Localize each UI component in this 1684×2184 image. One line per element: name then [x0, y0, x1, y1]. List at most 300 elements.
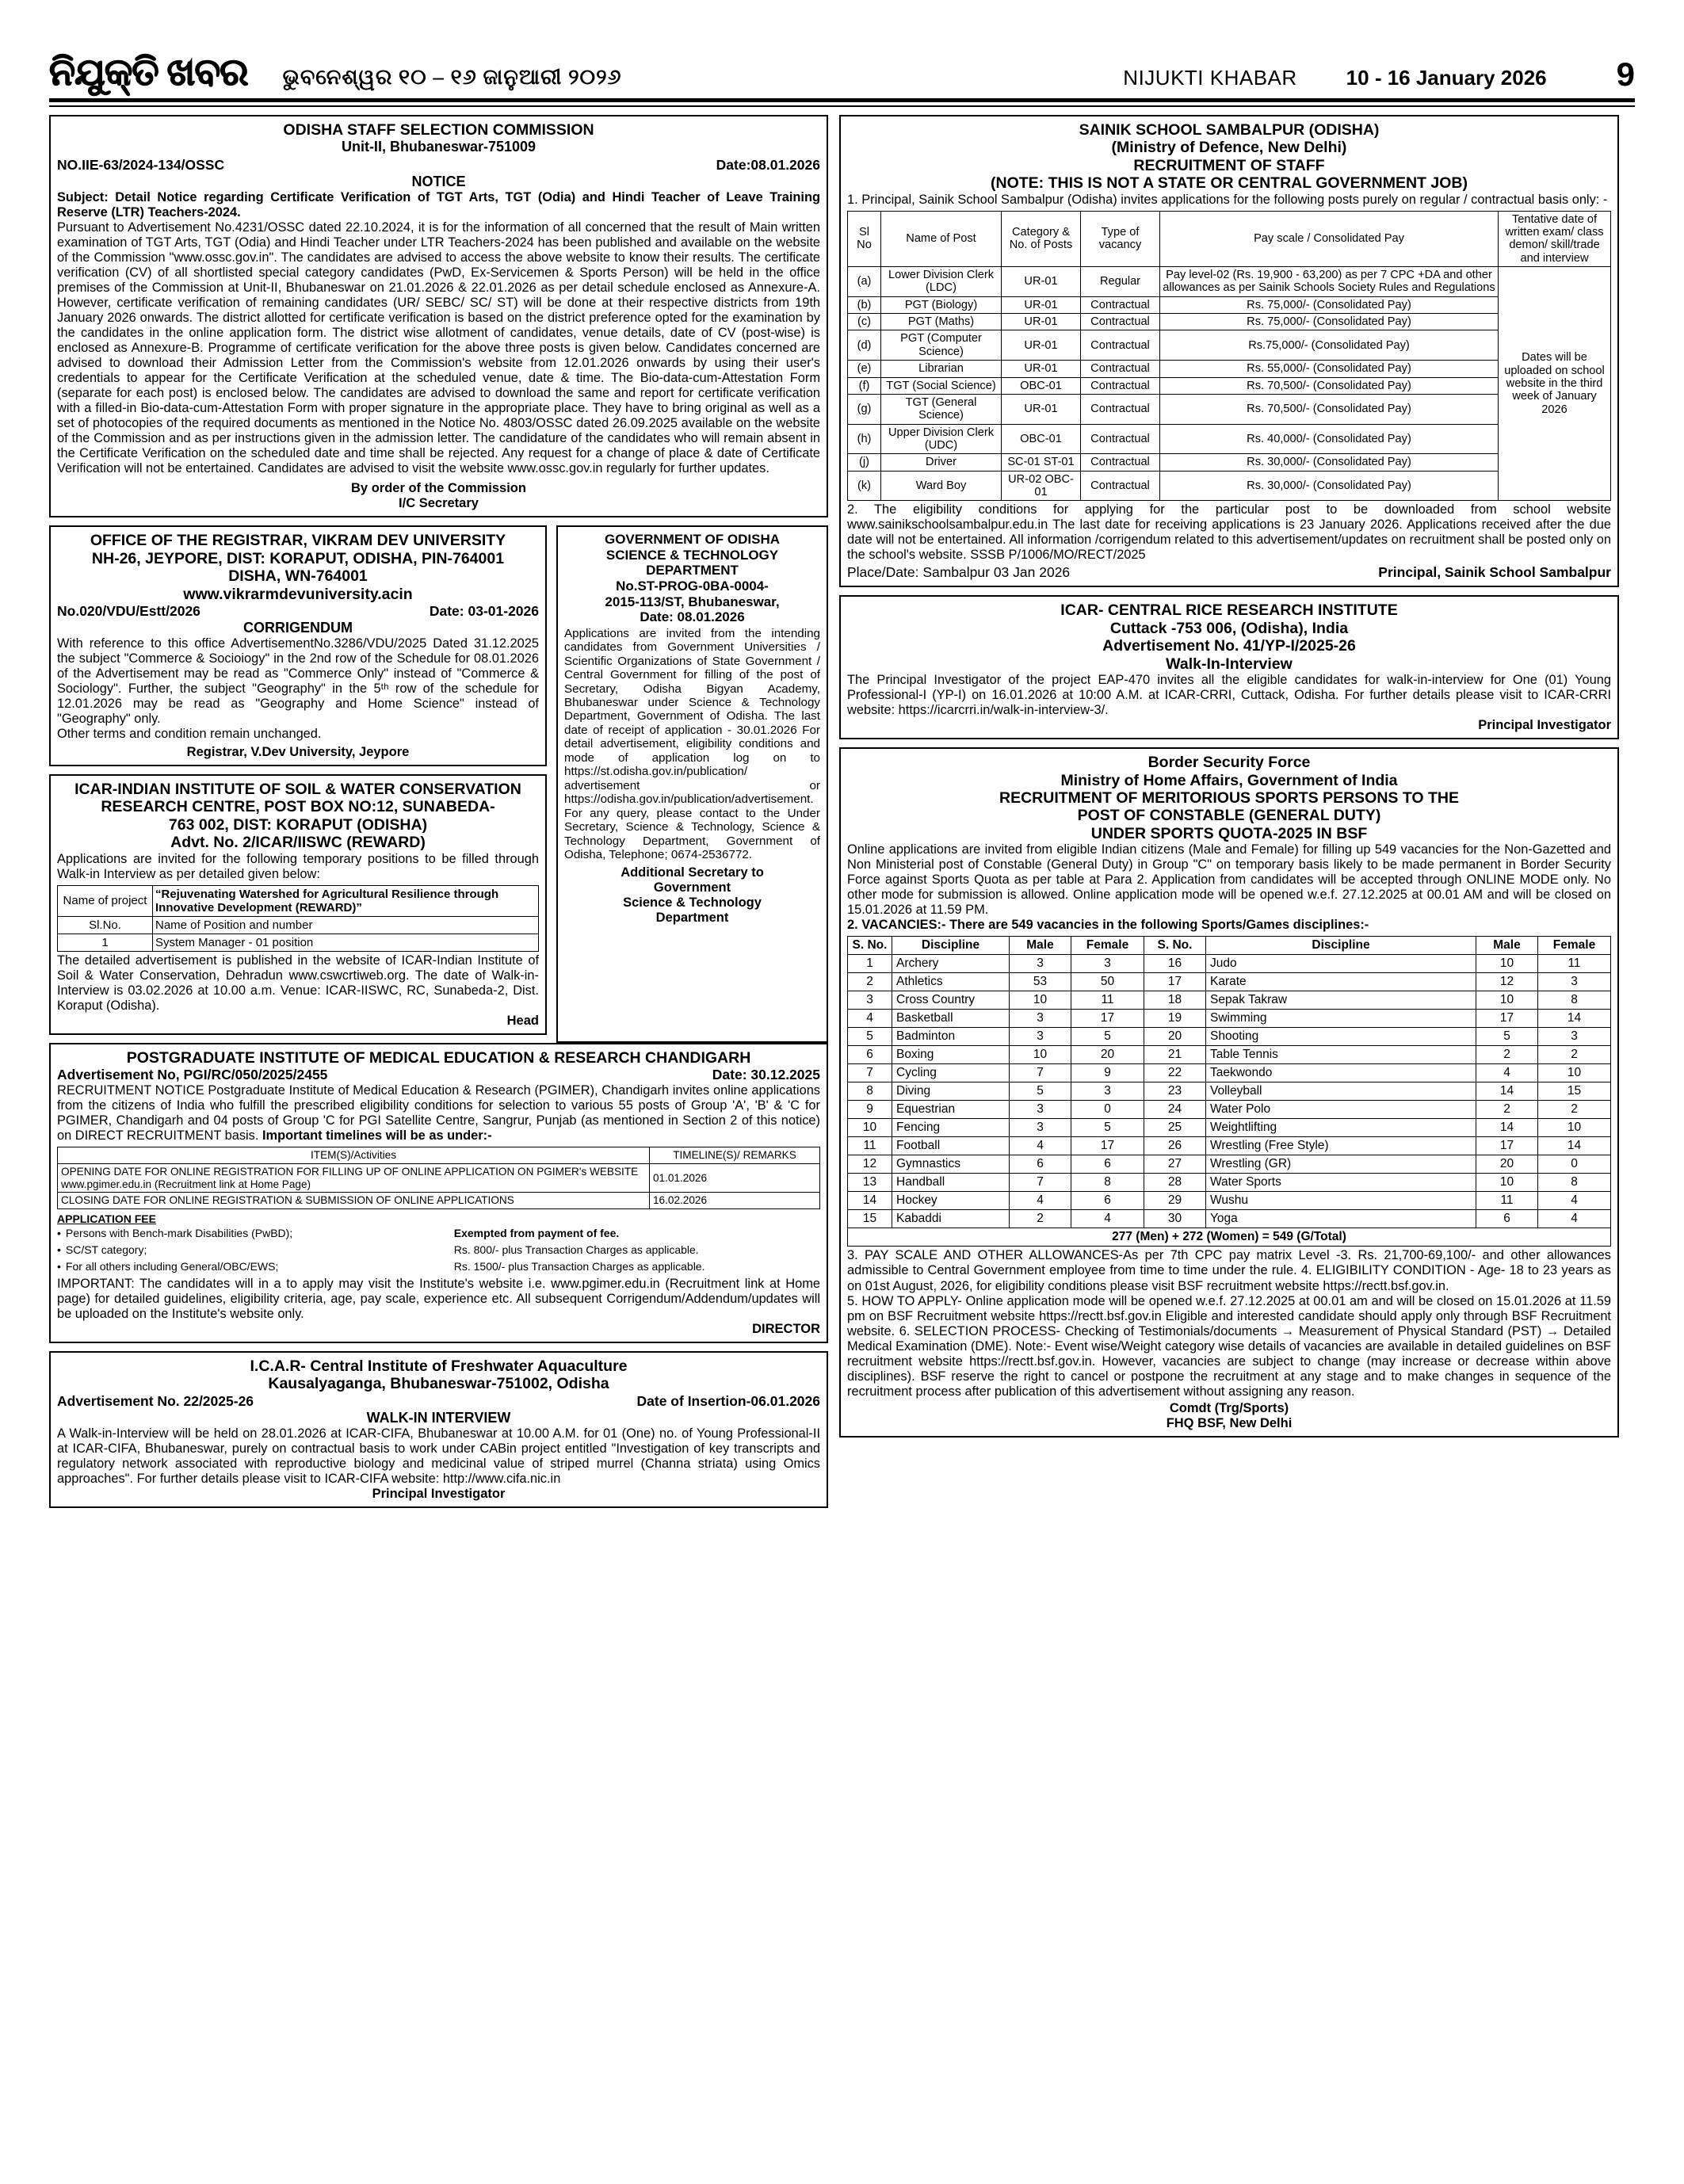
bsf-r3-c8: 8	[1538, 991, 1611, 1010]
bsf-r13-c3: 7	[1010, 1174, 1071, 1192]
ad-icar-cifa	[49, 1351, 828, 1508]
right-column	[839, 115, 1619, 1445]
crri-heading: Walk-In-Interview	[1166, 655, 1293, 673]
sainik-row-c-slno: (c)	[848, 314, 881, 330]
bsf-r1-c4: 3	[1071, 955, 1144, 973]
cifa-line1: I.C.A.R- Central Institute of Freshwater Aquaculture	[250, 1357, 628, 1375]
bsf-r12-c8: 0	[1538, 1155, 1611, 1174]
list-item: • Persons with Bench-mark Disabilities (PwBD); Exempted from payment of fee.	[57, 1225, 820, 1242]
sainik-row-a-cat: UR-01	[1002, 267, 1081, 297]
sainik-th-tentative: Tentative date of written exam/ class demon/ skill/trade and interview	[1499, 211, 1611, 266]
left-column	[49, 115, 828, 1516]
bsf-r6-c8: 2	[1538, 1046, 1611, 1064]
pgimer-fee2-value: Rs. 800/- plus Transaction Charges as applicable.	[453, 1243, 699, 1256]
bsf-r4-c5: 19	[1144, 1010, 1206, 1028]
ad-science-technology	[556, 525, 828, 1042]
scitech-ref-no2: 2015-113/ST, Bhubaneswar,	[605, 594, 780, 609]
sainik-row-b-post: PGT (Biology)	[881, 296, 1002, 313]
scitech-ref-no: No.ST-PROG-0BA-0004-	[616, 578, 769, 594]
bsf-r11-c4: 17	[1071, 1137, 1144, 1155]
sainik-row-f-type: Contractual	[1081, 377, 1160, 394]
bsf-r4-c4: 17	[1071, 1010, 1144, 1028]
bsf-sign1: Comdt (Trg/Sports)	[1169, 1400, 1289, 1415]
bsf-r8-c3: 5	[1010, 1082, 1071, 1101]
ossc-date: Date:08.01.2026	[716, 157, 820, 174]
bsf-r14-c3: 4	[1010, 1192, 1071, 1210]
bsf-r7-c6: Taekwondo	[1206, 1064, 1476, 1082]
table-header-row	[848, 937, 1611, 955]
sainik-row-g-pay: Rs. 70,500/- (Consolidated Pay)	[1160, 394, 1499, 424]
bsf-r7-c2: Cycling	[892, 1064, 1010, 1082]
bsf-total: 277 (Men) + 272 (Women) = 549 (G/Total)	[848, 1228, 1611, 1247]
bsf-r10-c5: 25	[1144, 1119, 1206, 1137]
bsf-r6-c7: 2	[1476, 1046, 1538, 1064]
sainik-row-c-post: PGT (Maths)	[881, 314, 1002, 330]
table-row	[848, 424, 1611, 454]
bsf-r9-c7: 2	[1476, 1101, 1538, 1119]
bsf-r3-c7: 10	[1476, 991, 1538, 1010]
bsf-line5: UNDER SPORTS QUOTA-2025 IN BSF	[1090, 824, 1368, 842]
bsf-r9-c2: Equestrian	[892, 1101, 1010, 1119]
table-header-row	[848, 211, 1611, 266]
list-item: • SC/ST category; Rs. 800/- plus Transaction Charges as applicable.	[57, 1242, 820, 1258]
bsf-r15-c7: 6	[1476, 1210, 1538, 1228]
pgimer-fee3-label: For all others including General/OBC/EWS;	[65, 1259, 279, 1273]
table-row	[848, 1082, 1611, 1101]
table-total-row	[848, 1228, 1611, 1247]
pgimer-th-items: ITEM(S)/Activities	[58, 1147, 650, 1164]
bsf-r9-c3: 3	[1010, 1101, 1071, 1119]
bsf-r14-c8: 4	[1538, 1192, 1611, 1210]
sainik-place-date: Place/Date: Sambalpur 03 Jan 2026	[847, 564, 1071, 581]
bsf-r2-c5: 17	[1144, 973, 1206, 991]
bsf-r12-c7: 20	[1476, 1155, 1538, 1174]
scitech-line1: GOVERNMENT OF ODISHA	[604, 532, 780, 548]
sainik-line3: RECRUITMENT OF STAFF	[1133, 156, 1325, 174]
bsf-r3-c4: 11	[1071, 991, 1144, 1010]
pgimer-fee1-value: Exempted from payment of fee.	[453, 1226, 620, 1239]
masthead-paper-name: NIJUKTI KHABAR	[1123, 66, 1297, 90]
bsf-r13-c2: Handball	[892, 1174, 1010, 1192]
vdu-date: Date: 03-01-2026	[429, 603, 539, 620]
sainik-line1: SAINIK SCHOOL SAMBALPUR (ODISHA)	[1079, 121, 1380, 139]
table-row	[58, 885, 539, 916]
sainik-row-b-cat: UR-01	[1002, 296, 1081, 313]
pgimer-title: POSTGRADUATE INSTITUTE OF MEDICAL EDUCATION & RESEARCH CHANDIGARH	[126, 1048, 751, 1067]
bsf-r6-c1: 6	[848, 1046, 892, 1064]
bsf-r1-c7: 10	[1476, 955, 1538, 973]
bsf-th-discipline-1: Discipline	[892, 937, 1010, 955]
sainik-row-a-pay: Pay level-02 (Rs. 19,900 - 63,200) as per 7 CPC +DA and other allowances as per Sainik Schools Society Rules and Regulations	[1160, 267, 1499, 297]
sainik-row-k-slno: (k)	[848, 471, 881, 501]
sainik-row-f-cat: OBC-01	[1002, 377, 1081, 394]
bsf-r2-c6: Karate	[1206, 973, 1476, 991]
bsf-r14-c6: Wushu	[1206, 1192, 1476, 1210]
bsf-r9-c5: 24	[1144, 1101, 1206, 1119]
table-row	[848, 267, 1611, 297]
bsf-r4-c7: 17	[1476, 1010, 1538, 1028]
bsf-r5-c4: 5	[1071, 1028, 1144, 1046]
sainik-row-b-pay: Rs. 75,000/- (Consolidated Pay)	[1160, 296, 1499, 313]
table-row	[848, 955, 1611, 973]
bsf-r10-c2: Fencing	[892, 1119, 1010, 1137]
ossc-title: ODISHA STAFF SELECTION COMMISSION	[283, 121, 594, 139]
bsf-r13-c7: 10	[1476, 1174, 1538, 1192]
bsf-r1-c1: 1	[848, 955, 892, 973]
ad-ossc	[49, 115, 828, 517]
pgimer-fee-list	[57, 1225, 820, 1275]
bsf-r8-c5: 23	[1144, 1082, 1206, 1101]
bsf-r4-c1: 4	[848, 1010, 892, 1028]
bsf-r2-c4: 50	[1071, 973, 1144, 991]
bsf-r12-c4: 6	[1071, 1155, 1144, 1174]
table-row	[848, 1155, 1611, 1174]
sainik-th-category: Category & No. of Posts	[1002, 211, 1081, 266]
bsf-r3-c3: 10	[1010, 991, 1071, 1010]
bsf-r1-c6: Judo	[1206, 955, 1476, 973]
bsf-line1: Border Security Force	[1147, 754, 1311, 772]
iiswc-position-header: Name of Position and number	[153, 916, 539, 934]
masthead-date-range: 10 - 16 January 2026	[1346, 66, 1547, 90]
pgimer-row1-item: OPENING DATE FOR ONLINE REGISTRATION FOR FILLING UP OF ONLINE APPLICATION ON PGIMER's WEBSITE www.pgimer.edu.in (Recruitment link at Home Page)	[58, 1164, 650, 1193]
bsf-th-female-1: Female	[1071, 937, 1144, 955]
sainik-row-d-cat: UR-01	[1002, 330, 1081, 361]
bsf-r15-c8: 4	[1538, 1210, 1611, 1228]
ad-vikram-dev-university	[49, 525, 547, 766]
bsf-r14-c2: Hockey	[892, 1192, 1010, 1210]
pgimer-timeline-table	[57, 1147, 820, 1209]
cifa-body: A Walk-in-Interview will be held on 28.01.2026 at ICAR-CIFA, Bhubaneswar at 10.00 A.M. for 01 (One) no. of Young Professional-II at ICAR-CIFA, Bhubaneswar, purely on contractual basis to work under CABin project entitled "Investigation of key transcripts and regulatory network associated with reproductive biology and medicinal value of striped murrel (Channa striata) using Omics approaches". For further details please visit to ICAR-CIFA website: http://www.cifa.nic.in	[57, 1426, 820, 1486]
table-row	[848, 1192, 1611, 1210]
sainik-row-f-post: TGT (Social Science)	[881, 377, 1002, 394]
ossc-subject: Subject: Detail Notice regarding Certificate Verification of TGT Arts, TGT (Odia) and Hindi Teacher of Leave Training Reserve (LTR) Teachers-2024.	[57, 189, 820, 220]
iiswc-position-1: System Manager - 01 position	[153, 934, 539, 951]
page-number: 9	[1616, 55, 1635, 93]
bsf-r11-c1: 11	[848, 1137, 892, 1155]
sainik-th-post: Name of Post	[881, 211, 1002, 266]
sainik-row-h-cat: OBC-01	[1002, 424, 1081, 454]
bsf-r12-c2: Gymnastics	[892, 1155, 1010, 1174]
bsf-r15-c3: 2	[1010, 1210, 1071, 1228]
bsf-para3: 3. PAY SCALE AND OTHER ALLOWANCES-As per 7th CPC pay matrix Level -3. Rs. 21,700-69,100/- and other allowances admissible to Central Government employee from time to time under the rule. 4. ELIGIBILITY CONDITION - Age- 18 to 23 years as on 01st August, 2026, for eligibility conditions please visit BSF recruitment website https://rectt.bsf.gov.in.	[847, 1248, 1611, 1293]
bsf-r6-c2: Boxing	[892, 1046, 1010, 1064]
bsf-r4-c6: Swimming	[1206, 1010, 1476, 1028]
bsf-r13-c4: 8	[1071, 1174, 1144, 1192]
bsf-r5-c6: Shooting	[1206, 1028, 1476, 1046]
sainik-row-f-slno: (f)	[848, 377, 881, 394]
bsf-r14-c1: 14	[848, 1192, 892, 1210]
bsf-r5-c5: 20	[1144, 1028, 1206, 1046]
bsf-r8-c2: Diving	[892, 1082, 1010, 1101]
ad-sainik-school	[839, 115, 1619, 587]
bsf-sign2: FHQ BSF, New Delhi	[1166, 1415, 1293, 1430]
bsf-th-female-2: Female	[1538, 937, 1611, 955]
table-row	[848, 991, 1611, 1010]
sainik-row-b-slno: (b)	[848, 296, 881, 313]
sainik-row-k-pay: Rs. 30,000/- (Consolidated Pay)	[1160, 471, 1499, 501]
pgimer-fee2-label: SC/ST category;	[65, 1243, 147, 1256]
bsf-r12-c5: 27	[1144, 1155, 1206, 1174]
bsf-r8-c1: 8	[848, 1082, 892, 1101]
bsf-r11-c3: 4	[1010, 1137, 1071, 1155]
sainik-line2: (Ministry of Defence, New Delhi)	[1111, 139, 1347, 157]
table-row	[848, 296, 1611, 313]
bsf-r11-c2: Football	[892, 1137, 1010, 1155]
sainik-row-j-type: Contractual	[1081, 454, 1160, 471]
table-row	[848, 377, 1611, 394]
table-row	[848, 1119, 1611, 1137]
bsf-r5-c8: 3	[1538, 1028, 1611, 1046]
scitech-body: Applications are invited from the intending candidates from Government Universities / Scientific Organizations of State Government / Central Government for filling of the post of Secretary, Odisha Bigyan Academy, Bhubaneswar under Science & Technology Department, Government of Odisha. The last date of receipt of application - 30.01.2026 For detail advertisement, eligibility conditions and mode of application log on to https://st.odisha.gov.in/publication/ advertisement or https://odisha.gov.in/publication/advertisement. For any query, please contact to the Under Secretary, Science & Technology, Science & Technology Department, Government of Odisha, Telephone; 0674-2536772.	[564, 626, 820, 862]
vdu-line3: DISHA, WN-764001	[228, 567, 368, 586]
bsf-r6-c4: 20	[1071, 1046, 1144, 1064]
sainik-row-c-type: Contractual	[1081, 314, 1160, 330]
iiswc-project-label: Name of project	[58, 885, 153, 916]
sainik-footer: 2. The eligibility conditions for applying for the particular post to be downloaded from school website www.sainikschoolsambalpur.edu.in The last date for receiving applications is 23 January 2026. Applications received after the due date will not be entertained. All information /corrigendum related to this advertisement/updates on recruitment shall be posted only on the school's website. SSSB P/1006/MO/RECT/2025	[847, 502, 1611, 563]
crri-signature: Principal Investigator	[1478, 718, 1611, 733]
sainik-row-d-post: PGT (Computer Science)	[881, 330, 1002, 361]
bsf-th-male-1: Male	[1010, 937, 1071, 955]
crri-line1: ICAR- CENTRAL RICE RESEARCH INSTITUTE	[1060, 601, 1398, 620]
iiswc-project-value: “Rejuvenating Watershed for Agricultural Resilience through Innovative Development (REWARD)”	[153, 885, 539, 916]
iiswc-line2: RESEARCH CENTRE, POST BOX NO:12, SUNABEDA-	[101, 798, 495, 816]
table-row	[848, 1210, 1611, 1228]
list-item: • For all others including General/OBC/EWS; Rs. 1500/- plus Transaction Charges as applicable.	[57, 1258, 820, 1275]
table-row	[848, 454, 1611, 471]
bsf-r10-c3: 3	[1010, 1119, 1071, 1137]
sainik-row-c-cat: UR-01	[1002, 314, 1081, 330]
crri-line2: Cuttack -753 006, (Odisha), India	[1109, 619, 1349, 637]
bsf-r2-c7: 12	[1476, 973, 1538, 991]
vdu-body: With reference to this office AdvertisementNo.3286/VDU/2025 Dated 31.12.2025 the subject "Commerce & Socioiogy" in the 2nd row of the Schedule for 08.01.2026 of the Advertisement may be read as "Commerce Only" instead of "Commerce & Sociology". Further, the subject "Geography" in the 5ᵗʰ row of the schedule for 12.01.2026 may be read as "Geography and Home Science" instead of "Geography" only.	[57, 636, 539, 726]
pgimer-row2-item: CLOSING DATE FOR ONLINE REGISTRATION & SUBMISSION OF ONLINE APPLICATIONS	[58, 1193, 650, 1209]
iiswc-slno-label: Sl.No.	[58, 916, 153, 934]
sainik-row-h-type: Contractual	[1081, 424, 1160, 454]
bsf-r14-c5: 29	[1144, 1192, 1206, 1210]
iiswc-line1: ICAR-INDIAN INSTITUTE OF SOIL & WATER CONSERVATION	[74, 780, 521, 798]
bsf-vacancies-line: 2. VACANCIES:- There are 549 vacancies in the following Sports/Games disciplines:-	[847, 918, 1369, 933]
bsf-r9-c8: 2	[1538, 1101, 1611, 1119]
iiswc-slno-1: 1	[58, 934, 153, 951]
sainik-row-e-type: Contractual	[1081, 361, 1160, 377]
vdu-line1: OFFICE OF THE REGISTRAR, VIKRAM DEV UNIVERSITY	[90, 532, 506, 550]
sainik-signature: Principal, Sainik School Sambalpur	[1378, 564, 1611, 581]
sainik-posts-table	[847, 211, 1611, 502]
bsf-r15-c4: 4	[1071, 1210, 1144, 1228]
cifa-signature: Principal Investigator	[372, 1486, 506, 1501]
table-row	[848, 471, 1611, 501]
pgimer-date: Date: 30.12.2025	[712, 1067, 820, 1083]
iiswc-positions-table	[57, 885, 539, 952]
sainik-th-pay: Pay scale / Consolidated Pay	[1160, 211, 1499, 266]
table-row	[58, 1164, 820, 1193]
crri-body: The Principal Investigator of the project EAP-470 invites all the eligible candidates for walk-in-interview for One (01) Young Professional-I (YP-I) on 16.01.2026 at 10:00 A.M. at ICAR-CRRI, Cuttack, Odisha. For further details please visit to ICAR-CRRI website: https://icarcrri.in/walk-in-interview-3/.	[847, 673, 1611, 718]
bsf-r4-c8: 14	[1538, 1010, 1611, 1028]
iiswc-signature: Head	[506, 1013, 539, 1028]
masthead	[49, 0, 1635, 94]
pgimer-important: IMPORTANT: The candidates will in a to apply may visit the Institute's website i.e. www.pgimer.edu.in (Recruitment link at Home page) for detailed guidelines, eligibility criteria, age, pay scale, experience etc. All subsequent Corrigendum/Addendum/updates will be uploaded on the Institute's website only.	[57, 1276, 820, 1321]
vdu-line2: NH-26, JEYPORE, DIST: KORAPUT, ODISHA, PIN-764001	[91, 549, 505, 567]
table-row	[848, 973, 1611, 991]
bsf-line3: RECRUITMENT OF MERITORIOUS SPORTS PERSONS TO THE	[999, 789, 1459, 807]
bsf-r8-c4: 3	[1071, 1082, 1144, 1101]
table-row	[848, 1101, 1611, 1119]
bsf-r7-c5: 22	[1144, 1064, 1206, 1082]
bsf-r15-c5: 30	[1144, 1210, 1206, 1228]
bsf-r3-c2: Cross Country	[892, 991, 1010, 1010]
crri-advt-no: Advertisement No. 41/YP-I/2025-26	[1102, 637, 1356, 655]
sainik-th-type: Type of vacancy	[1081, 211, 1160, 266]
masthead-odia-date: ଭୁବନେଶ୍ୱର ୧୦ – ୧୬ ଜାନୁଆରୀ ୨୦୨୬	[282, 65, 622, 89]
pgimer-row1-date: 01.01.2026	[650, 1164, 820, 1193]
ad-icar-iiswc	[49, 774, 547, 1035]
sainik-row-k-type: Contractual	[1081, 471, 1160, 501]
sainik-row-e-cat: UR-01	[1002, 361, 1081, 377]
bsf-r7-c8: 10	[1538, 1064, 1611, 1082]
cifa-line2: Kausalyaganga, Bhubaneswar-751002, Odisha	[268, 1375, 609, 1393]
bsf-r3-c1: 3	[848, 991, 892, 1010]
bsf-r13-c8: 8	[1538, 1174, 1611, 1192]
bsf-r11-c5: 26	[1144, 1137, 1206, 1155]
table-row	[848, 1064, 1611, 1082]
pgimer-th-timeline: TIMELINE(S)/ REMARKS	[650, 1147, 820, 1164]
iiswc-advt-no: Advt. No. 2/ICAR/IISWC (REWARD)	[170, 834, 426, 852]
sainik-row-a-slno: (a)	[848, 267, 881, 297]
sainik-line4: (NOTE: THIS IS NOT A STATE OR CENTRAL GOVERNMENT JOB)	[991, 174, 1468, 193]
sainik-row-g-cat: UR-01	[1002, 394, 1081, 424]
iiswc-intro: Applications are invited for the following temporary positions to be filled through Walk-in Interview as per detailed given below:	[57, 851, 539, 881]
bsf-r1-c5: 16	[1144, 955, 1206, 973]
bsf-r8-c8: 15	[1538, 1082, 1611, 1101]
ad-pgimer	[49, 1043, 828, 1343]
ossc-ref-no: NO.IIE-63/2024-134/OSSC	[57, 157, 225, 174]
scitech-sign2: Government	[653, 880, 731, 895]
bsf-r14-c7: 11	[1476, 1192, 1538, 1210]
bsf-r1-c8: 11	[1538, 955, 1611, 973]
bsf-r2-c8: 3	[1538, 973, 1611, 991]
bsf-r11-c7: 17	[1476, 1137, 1538, 1155]
vdu-heading: CORRIGENDUM	[243, 620, 353, 636]
scitech-line2: SCIENCE & TECHNOLOGY	[605, 547, 779, 563]
table-row	[848, 394, 1611, 424]
sainik-row-j-post: Driver	[881, 454, 1002, 471]
bsf-r5-c7: 5	[1476, 1028, 1538, 1046]
bsf-r6-c6: Table Tennis	[1206, 1046, 1476, 1064]
table-row	[848, 1010, 1611, 1028]
table-row	[848, 314, 1611, 330]
bsf-th-male-2: Male	[1476, 937, 1538, 955]
table-header-row	[58, 1147, 820, 1164]
table-row	[848, 361, 1611, 377]
bsf-r9-c6: Water Polo	[1206, 1101, 1476, 1119]
bsf-r4-c3: 3	[1010, 1010, 1071, 1028]
iiswc-line3: 763 002, DIST: KORAPUT (ODISHA)	[168, 815, 428, 834]
ad-bsf	[839, 747, 1619, 1438]
ossc-body: Pursuant to Advertisement No.4231/OSSC dated 22.10.2024, it is for the information of all concerned that the result of Main written examination of TGT Arts, TGT (Odia) and Hindi Teacher under LTR Teachers-2024 has been published and available on the website of the Commission "www.ossc.gov.in". The candidates are advised to access the above website to know their results. The certificate verification (CV) of all shortlisted special category candidates (PwD, Ex-Servicemen & Sports Person) will be held in the office premises of the Commission at Unit-II, Bhubaneswar on 21.01.2026 & 22.01.2026 as per detail schedule enclosed as Annexure-A. However, certificate verification of remaining candidates (UR/ SEBC/ SC/ ST) will be done at their respective districts from 19th January 2026 onwards. The district allotted for certificate verification is based on the district preference opted for the examination by the candidates in the online application form. The district wise allotment of candidates, venue details, date of CV (post-wise) is enclosed as Annexure-B. Programme of certificate verification for the above three posts is given below. Candidates concerned are advised to download their Admission Letter from the Commission's website from 12.01.2026 onwards by using their user's credentials to appear for the Certificate Verification at the scheduled venue, date & time. The Bio-data-cum-Attestation Form (separate for each post) is enclosed below. The candidates are advised to download the same and report for certificate verification with a filled-in Bio-data-cum-Attestation Form with proper signature in the appropriate place. They have to bring original as well as a set of photocopies of the required documents as mentioned in the Notice No. 4803/OSSC dated 26.09.2025 available on the website of the Commission and as per instructions given in the admission letter. The candidature of the candidates who will remain absent in the Certificate Verification on the scheduled date and time shall be rejected. Any request for a change of place & date of Certificate Verification will not be entertained. Candidates are advised to visit the website www.ossc.gov.in regularly for further updates.	[57, 220, 820, 476]
table-row	[848, 1174, 1611, 1192]
bsf-r2-c1: 2	[848, 973, 892, 991]
ossc-notice-label: NOTICE	[411, 174, 466, 190]
sainik-row-h-pay: Rs. 40,000/- (Consolidated Pay)	[1160, 424, 1499, 454]
bsf-r5-c2: Badminton	[892, 1028, 1010, 1046]
pgimer-body-bold: Important timelines will be as under:-	[258, 1128, 492, 1144]
bsf-r10-c4: 5	[1071, 1119, 1144, 1137]
bsf-r9-c1: 9	[848, 1101, 892, 1119]
scitech-sign4: Department	[655, 910, 729, 925]
bsf-r1-c3: 3	[1010, 955, 1071, 973]
bsf-r5-c3: 3	[1010, 1028, 1071, 1046]
bsf-vacancy-table	[847, 936, 1611, 1247]
bsf-r3-c6: Sepak Takraw	[1206, 991, 1476, 1010]
sainik-row-d-pay: Rs.75,000/- (Consolidated Pay)	[1160, 330, 1499, 361]
pgimer-signature: DIRECTOR	[752, 1322, 820, 1336]
sainik-row-d-type: Contractual	[1081, 330, 1160, 361]
bsf-r1-c2: Archery	[892, 955, 1010, 973]
sainik-row-d-slno: (d)	[848, 330, 881, 361]
sainik-row-g-slno: (g)	[848, 394, 881, 424]
bsf-r13-c6: Water Sports	[1206, 1174, 1476, 1192]
bsf-line4: POST OF CONSTABLE (GENERAL DUTY)	[1077, 807, 1381, 825]
scitech-sign3: Science & Technology	[623, 895, 762, 910]
ossc-signature-secretary: I/C Secretary	[399, 496, 479, 511]
sainik-row-e-pay: Rs. 55,000/- (Consolidated Pay)	[1160, 361, 1499, 377]
ad-group-vdu-scitech	[49, 525, 828, 1042]
table-row	[848, 330, 1611, 361]
sainik-row-a-post: Lower Division Clerk (LDC)	[881, 267, 1002, 297]
bsf-r12-c1: 12	[848, 1155, 892, 1174]
cifa-insertion-date: Date of Insertion-06.01.2026	[636, 1392, 820, 1409]
bsf-r7-c4: 9	[1071, 1064, 1144, 1082]
table-row	[58, 1193, 820, 1209]
bsf-r10-c8: 10	[1538, 1119, 1611, 1137]
bsf-body: Online applications are invited from eligible Indian citizens (Male and Female) for filling up 549 vacancies for the Non-Gazetted and Non Ministerial post of Constable (General Duty) in Group "C" on temporary basis likely to be made permanent in Border Security Force against Sports Quota as per table at Para 2. Application from candidates will be accepted through ONLINE MODE only. No other mode for submission is allowed. Online application mode will be opened w.e.f. 27.12.2025 at 00.01 AM and will be closed on 15.01.2026 at 11.59 PM.	[847, 842, 1611, 918]
bsf-r15-c1: 15	[848, 1210, 892, 1228]
scitech-line3: DEPARTMENT	[646, 563, 739, 578]
cifa-heading: WALK-IN INTERVIEW	[366, 1409, 511, 1426]
table-row	[848, 1028, 1611, 1046]
sainik-row-k-cat: UR-02 OBC-01	[1002, 471, 1081, 501]
ossc-subtitle: Unit-II, Bhubaneswar-751009	[341, 139, 537, 155]
publication-logo: ନିଯୁକ୍ତି ଖବର	[49, 52, 248, 94]
bsf-r10-c6: Weightlifting	[1206, 1119, 1476, 1137]
bsf-r3-c5: 18	[1144, 991, 1206, 1010]
sainik-row-g-type: Contractual	[1081, 394, 1160, 424]
sainik-row-f-pay: Rs. 70,500/- (Consolidated Pay)	[1160, 377, 1499, 394]
bsf-line2: Ministry of Home Affairs, Government of India	[1060, 771, 1398, 789]
bsf-r9-c4: 0	[1071, 1101, 1144, 1119]
bsf-r2-c3: 53	[1010, 973, 1071, 991]
sainik-row-a-type: Regular	[1081, 267, 1160, 297]
pgimer-advt-no: Advertisement No, PGI/RC/050/2025/2455	[57, 1067, 328, 1083]
bsf-r5-c1: 5	[848, 1028, 892, 1046]
pgimer-row2-date: 16.02.2026	[650, 1193, 820, 1209]
vdu-signature: Registrar, V.Dev University, Jeypore	[186, 744, 410, 759]
sainik-row-j-pay: Rs. 30,000/- (Consolidated Pay)	[1160, 454, 1499, 471]
table-row	[848, 1137, 1611, 1155]
sainik-tentative-note: Dates will be uploaded on school website in the third week of January 2026	[1499, 267, 1611, 501]
vdu-body2: Other terms and condition remain unchanged.	[57, 726, 322, 741]
bsf-r6-c5: 21	[1144, 1046, 1206, 1064]
pgimer-fee-heading: APPLICATION FEE	[57, 1212, 156, 1225]
bsf-para5: 5. HOW TO APPLY- Online application mode will be opened w.e.f. 27.12.2025 at 00.01 am and will be closed on 15.01.2026 at 11.59 pm on BSF Recruitment website https://rectt.bsf.gov.in Eligible and interested candidate should apply only through BSF Recruitment website. 6. SELECTION PROCESS- Checking of Testimonials/documents → Measurement of Physical Standard (PST) → Detailed Medical Examination (DME). Note:- Event wise/Weight category wise details of vacancies are available in detailed guidelines on BSF recruitment website https://rectt.bsf.gov.in. However, vacancies are subject to change (may increase or decrease within above disciplines). BSF reserve the right to cancel or postpone the recruitment at any stage and to make changes in sequence of the recruitment process after publication of this advertisement without assigning any reason.	[847, 1293, 1611, 1399]
bsf-r11-c8: 14	[1538, 1137, 1611, 1155]
bsf-th-discipline-2: Discipline	[1206, 937, 1476, 955]
bsf-r15-c2: Kabaddi	[892, 1210, 1010, 1228]
sainik-row-g-post: TGT (General Science)	[881, 394, 1002, 424]
scitech-date: Date: 08.01.2026	[640, 609, 745, 625]
bsf-r8-c7: 14	[1476, 1082, 1538, 1101]
pgimer-fee1-label: Persons with Bench-mark Disabilities (PwBD);	[65, 1226, 293, 1239]
